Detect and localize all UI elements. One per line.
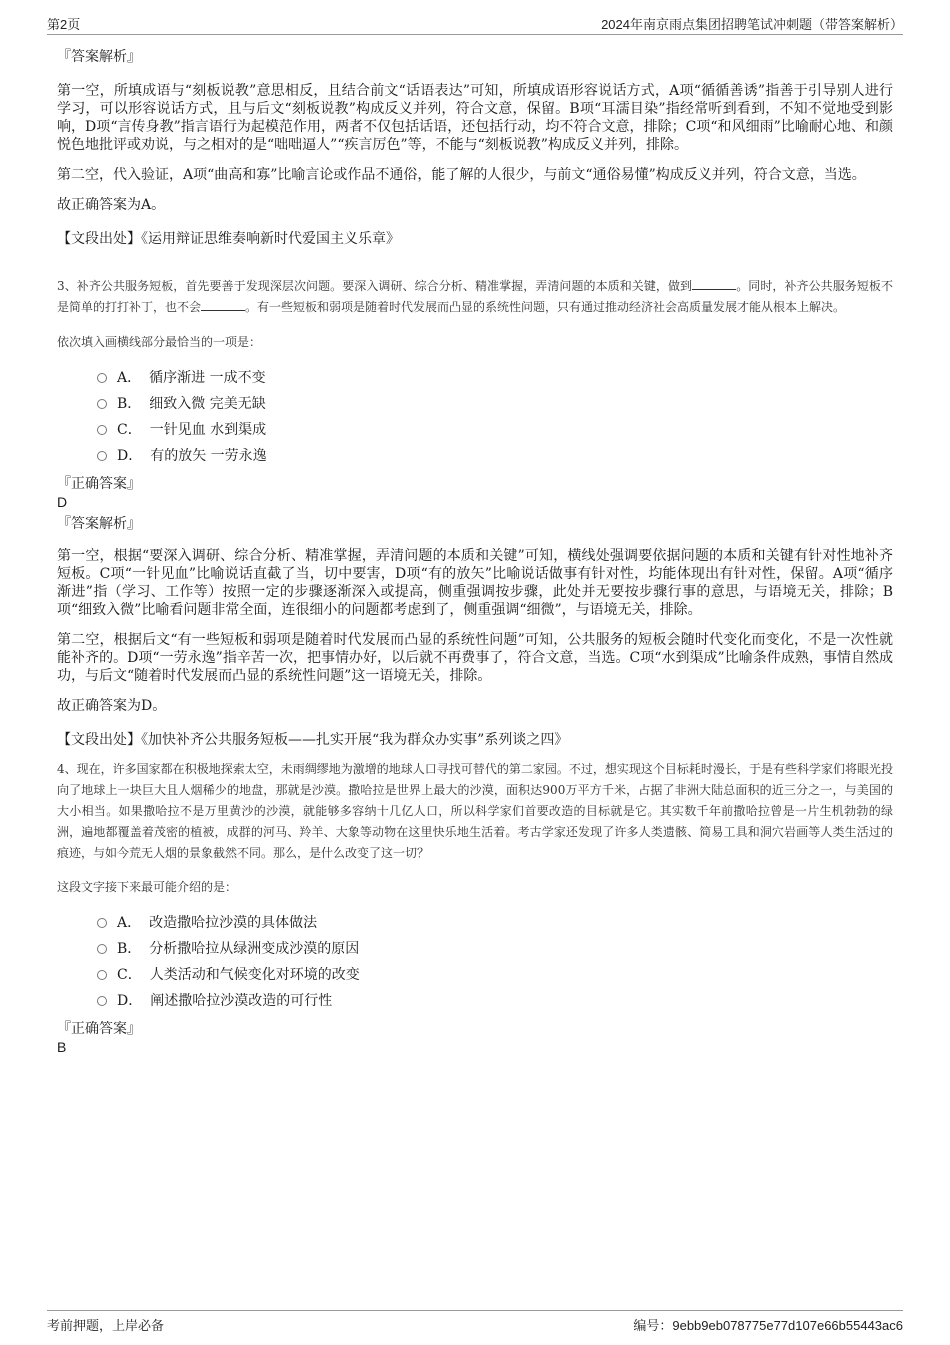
q2-analysis-label: 『答案解析』 [57, 49, 141, 65]
radio-button[interactable] [97, 918, 107, 928]
blank-1 [692, 277, 736, 290]
q3-source: 【文段出处】《加快补齐公共服务短板——扎实开展“我为群众办实事”系列谈之四》 [57, 732, 569, 748]
q3-option-b[interactable]: B． 细致入微 完美无缺 [97, 391, 893, 417]
q3-option-d[interactable]: D． 有的放矢 一劳永逸 [97, 443, 893, 469]
page-header [47, 14, 903, 35]
q2-conclusion: 故正确答案为A。 [57, 197, 166, 213]
document-title: 2024年南京雨点集团招聘笔试冲刺题（带答案解析） [601, 17, 903, 32]
radio-button[interactable] [97, 996, 107, 1006]
q4-options [57, 910, 893, 1014]
document-body [57, 48, 893, 1056]
radio-button[interactable] [97, 451, 107, 461]
q4-correct-label: 『正确答案』 [57, 1021, 141, 1037]
radio-button[interactable] [97, 399, 107, 409]
q4-instruction: 这段文字接下来最可能介绍的是： [57, 880, 238, 894]
q3-option-a[interactable]: A． 循序渐进 一成不变 [97, 365, 893, 391]
q3-correct-answer: D [57, 494, 68, 510]
footer-slogan: 考前押题，上岸必备 [47, 1318, 165, 1333]
q3-conclusion: 故正确答案为D。 [57, 698, 167, 714]
q3-correct-label: 『正确答案』 [57, 476, 141, 492]
radio-button[interactable] [97, 425, 107, 435]
q4-option-a[interactable]: A． 改造撒哈拉沙漠的具体做法 [97, 910, 893, 936]
q2-source: 【文段出处】《运用辩证思维奏响新时代爱国主义乐章》 [57, 231, 400, 247]
page-number: 第2页 [47, 17, 81, 32]
q3-analysis-p2: 第二空，根据后文“有一些短板和弱项是随着时代发展而凸显的系统性问题”可知，公共服务的短板会随时代变化而变化，不是一次性就能补齐的。D项“一劳永逸”指辛苦一次，把事情办好，以后就不再费事了，符合文意，当选。C项“水到渠成”比喻条件成熟，事情自然成功，与后文“随着时代发展而凸显的系统性问题”这一语境无关，排除。 [57, 632, 893, 684]
radio-button[interactable] [97, 944, 107, 954]
q3-analysis-p1: 第一空，根据“要深入调研、综合分析、精准掌握，弄清问题的本质和关键”可知，横线处强调要依据问题的本质和关键有针对性地补齐短板。C项“一针见血”比喻说话直截了当，切中要害，D项“有的放矢”比喻说话做事有针对性，均能体现出有针对性，保留。A项“循序渐进”指（学习、工作等）按照一定的步骤逐渐深入或提高，侧重强调按步骤，此处并无要按步骤行事的意思，与语境无关，排除；B项“细致入微”比喻看问题非常全面，连很细小的问题都考虑到了，侧重强调“细微”，与语境无关，排除。 [57, 548, 893, 618]
q4-option-c[interactable]: C． 人类活动和气候变化对环境的改变 [97, 962, 893, 988]
q3-options [57, 365, 893, 469]
page-footer [47, 1310, 903, 1335]
q4-correct-answer: B [57, 1039, 67, 1055]
q2-analysis-p1: 第一空，所填成语与“刻板说教”意思相反，且结合前文“话语表达”可知，所填成语形容说话方式，A项“循循善诱”指善于引导别人进行学习，可以形容说话方式，且与后文“刻板说教”构成反义并列，符合文意，保留。B项“耳濡目染”指经常听到看到，不知不觉地受到影响，D项“言传身教”指言语行为起模范作用，两者不仅包括话语，还包括行动，均不符合文意，排除；C项“和风细雨”比喻耐心地、和颜悦色地批评或劝说，与之相对的是“咄咄逼人”“疾言厉色”等，不能与“刻板说教”构成反义并列，排除。 [57, 83, 893, 153]
document-id: 编号：9ebb9eb078775e77d107e66b55443ac6 [633, 1318, 903, 1333]
radio-button[interactable] [97, 373, 107, 383]
q3-analysis-label: 『答案解析』 [57, 516, 141, 532]
q3-stem: 3、补齐公共服务短板，首先要善于发现深层次问题。要深入调研、综合分析、精准掌握，弄清问题的本质和关键，做到 。同时，补齐公共服务短板不是简单的打打补丁，也不会 。有一些短板和弱项是随着时代发展而凸显的系统性问题，只有通过推动经济社会高质量发展才能从根本上解决。 [57, 279, 893, 314]
q4-option-d[interactable]: D． 阐述撒哈拉沙漠改造的可行性 [97, 988, 893, 1014]
radio-button[interactable] [97, 970, 107, 980]
q4-option-b[interactable]: B． 分析撒哈拉从绿洲变成沙漠的原因 [97, 936, 893, 962]
q3-option-c[interactable]: C． 一针见血 水到渠成 [97, 417, 893, 443]
q4-stem: 4、现在，许多国家都在积极地探索太空，未雨绸缪地为激增的地球人口寻找可替代的第二家园。不过，想实现这个目标耗时漫长，于是有些科学家们将眼光投向了地球上一块巨大且人烟稀少的地盘，那就是沙漠。撒哈拉是世界上最大的沙漠，面积达900万平方千米，占据了非洲大陆总面积的近三分之一，与美国的大小相当。如果撒哈拉不是万里黄沙的沙漠，就能够多容纳十几亿人口，所以科学家们首要改造的目标就是它。其实数千年前撒哈拉曾是一片生机勃勃的绿洲，遍地都覆盖着茂密的植被，成群的河马、羚羊、大象等动物在这里快乐地生活着。考古学家还发现了许多人类遗骸、简易工具和洞穴岩画等人类生活过的痕迹，与如今荒无人烟的景象截然不同。那么，是什么改变了这一切？ [57, 762, 893, 860]
blank-2 [201, 298, 245, 311]
q3-instruction: 依次填入画横线部分最恰当的一项是： [57, 335, 262, 349]
q2-analysis-p2: 第二空，代入验证，A项“曲高和寡”比喻言论或作品不通俗，能了解的人很少，与前文“通俗易懂”构成反义并列，符合文意，当选。 [57, 167, 866, 183]
